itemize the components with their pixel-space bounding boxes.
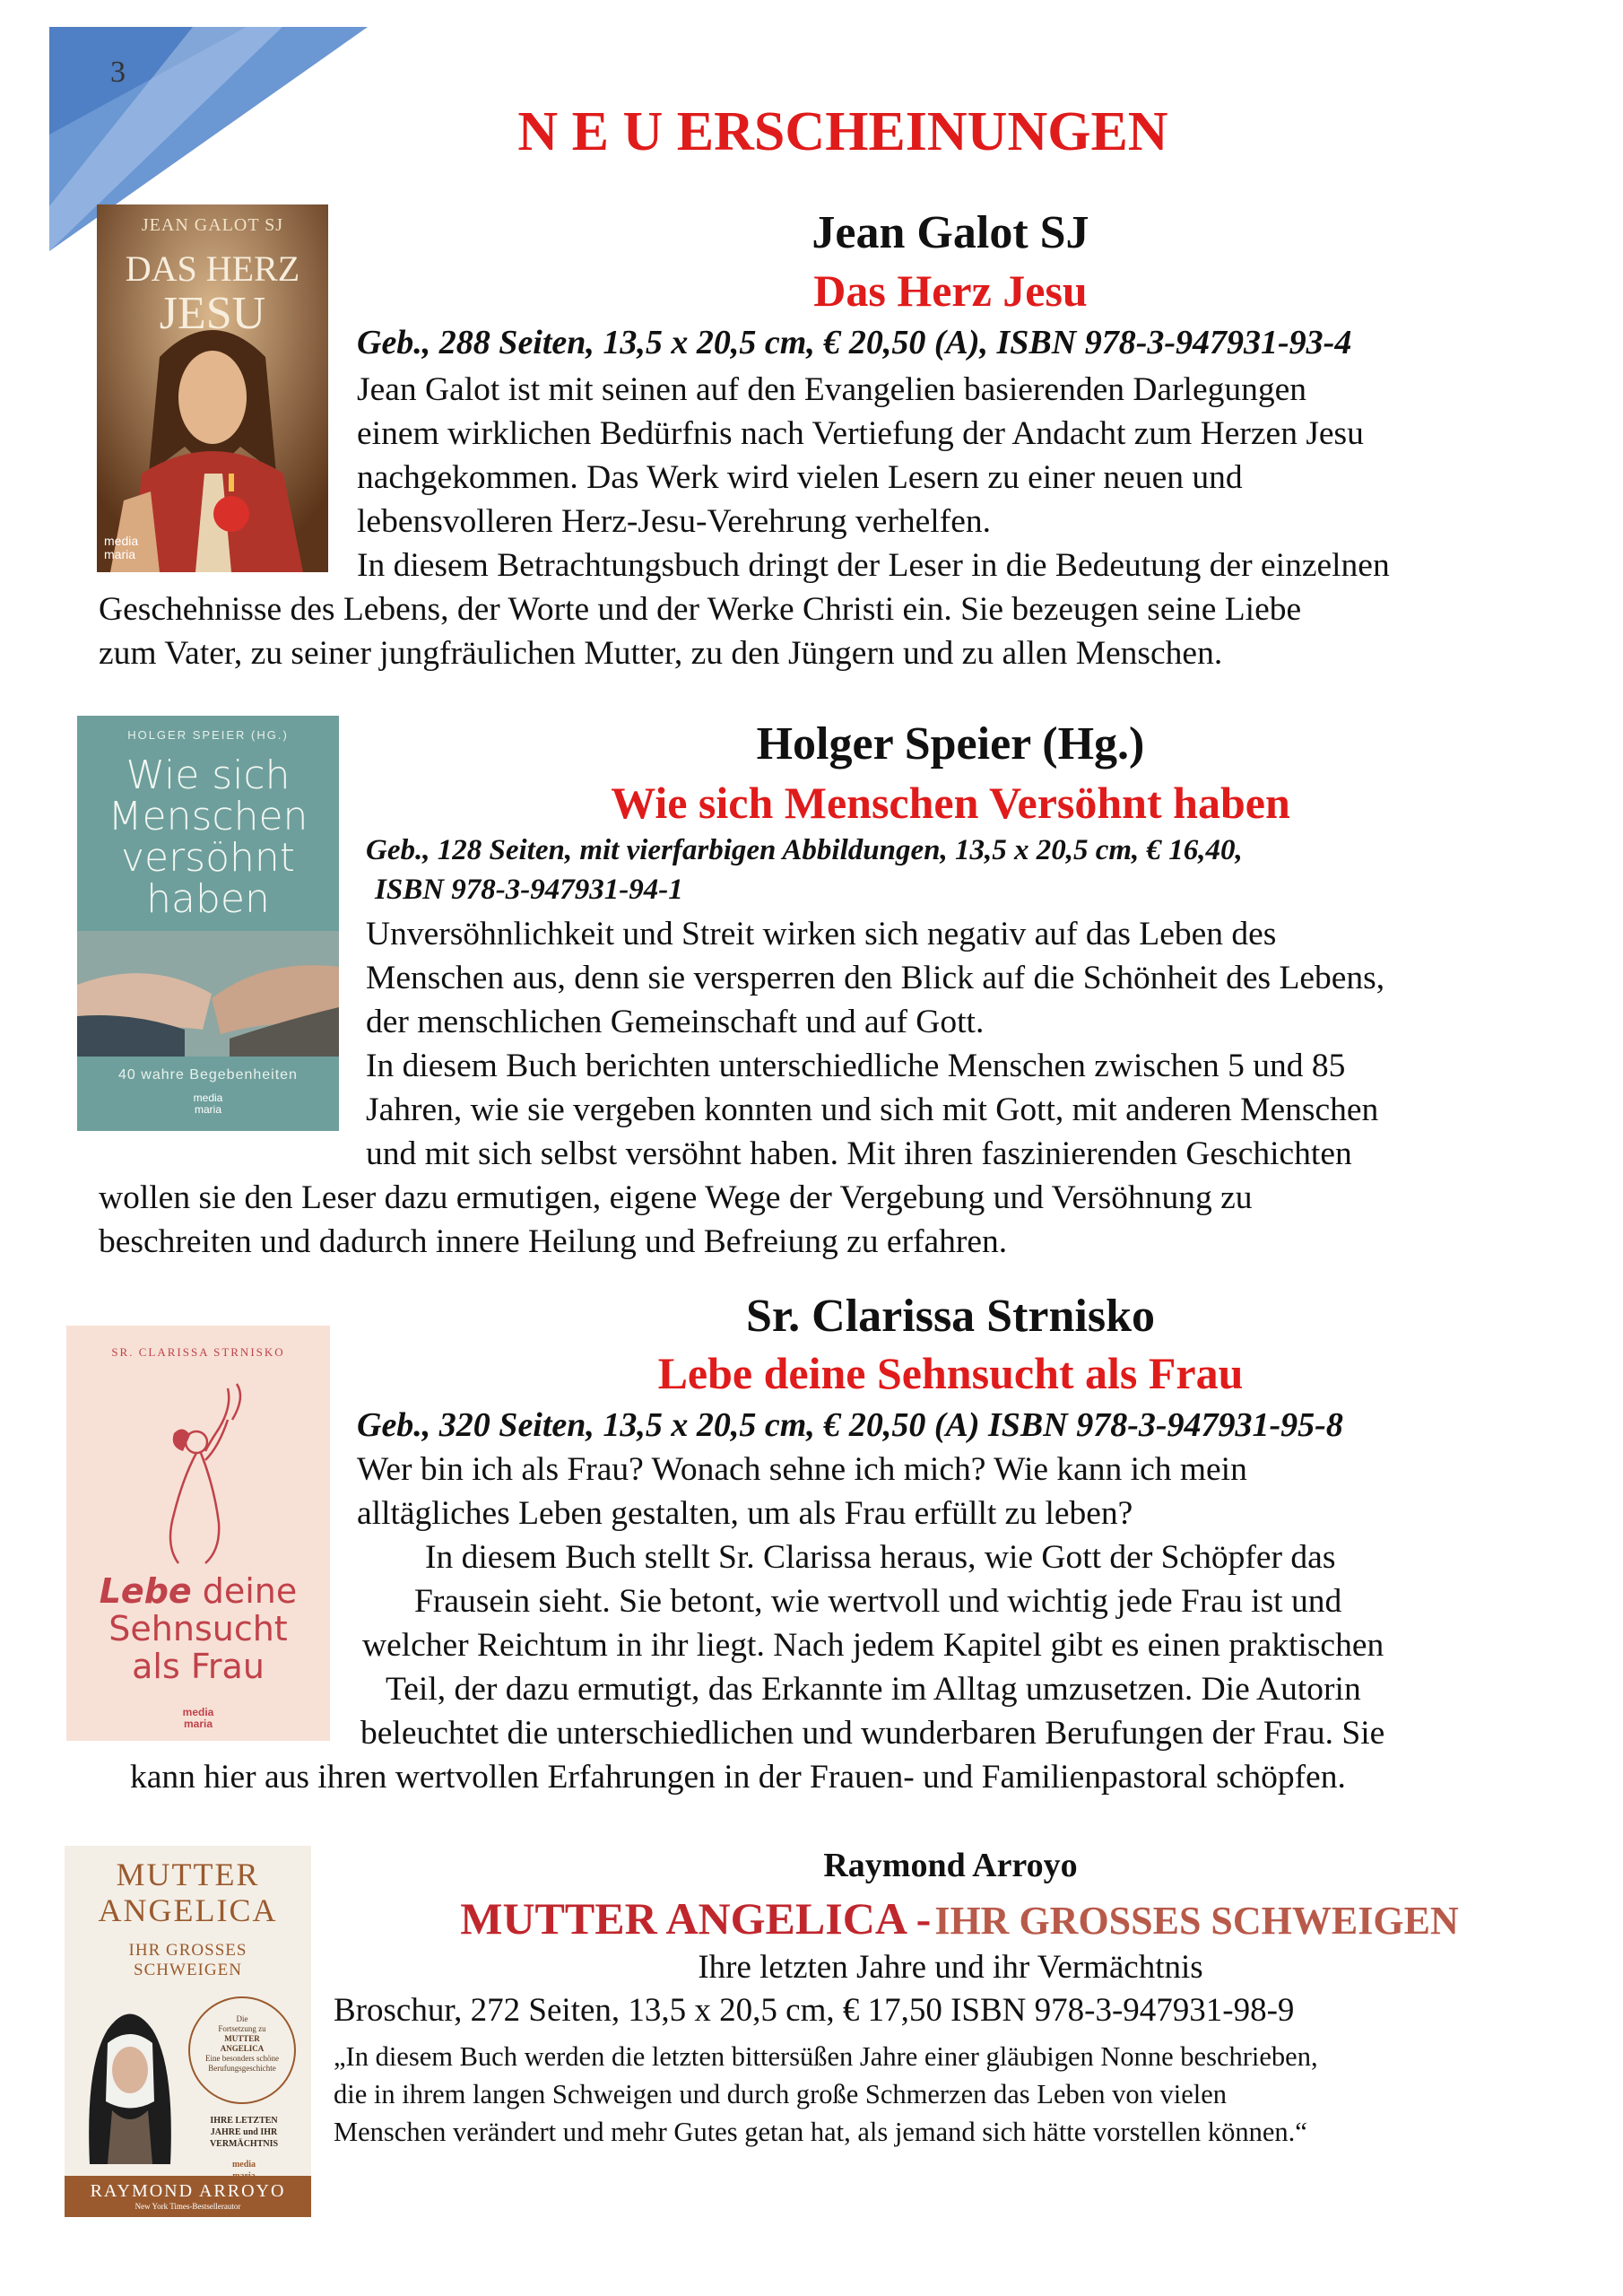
- cover-title: MUTTER ANGELICA: [98, 1857, 278, 1928]
- quote-line: „In diesem Buch werden die letzten bittersüßen Jahre einer gläubigen Nonne beschrieben,: [334, 2041, 1318, 2072]
- quote-line: Menschen verändert und mehr Gutes getan hat, als jemand sich hätte vorstellen können.“: [334, 2117, 1307, 2147]
- desc-line: wollen sie den Leser dazu ermutigen, eigene Wege der Vergebung und Versöhnung zu: [99, 1179, 1253, 1216]
- book-quote: [334, 2038, 1318, 2151]
- desc-line: Wer bin ich als Frau? Wonach sehne ich mich? Wie kann ich mein: [357, 1451, 1247, 1488]
- desc-line: Menschen aus, denn sie versperren den Blick auf die Schönheit des Lebens,: [366, 960, 1385, 996]
- book-description: [0, 368, 1623, 675]
- desc-line: In diesem Buch berichten unterschiedliche Menschen zwischen 5 und 85: [366, 1048, 1346, 1084]
- cover-bottom-text: IHRE LETZTEN JAHRE und IHR VERMÄCHTNIS media: [209, 2116, 279, 2170]
- cover-subtitle: 40 wahre Begebenheiten: [118, 1067, 298, 1083]
- cover-publisher: media maria: [182, 1706, 214, 1730]
- cover-publisher: media maria: [193, 1091, 223, 1116]
- book-title: MUTTER ANGELICA - IHR GROSSES SCHWEIGEN: [460, 1893, 1459, 1944]
- cover-publisher: media maria: [104, 534, 139, 561]
- cover-title: Wie sich Menschen versöhnt haben: [108, 752, 308, 922]
- book-author: Raymond Arroyo: [823, 1847, 1078, 1884]
- desc-line: Unversöhnlichkeit und Streit wirken sich negativ auf das Leben des: [366, 916, 1277, 952]
- book-meta-line2: ISBN 978-3-947931-94-1: [375, 874, 683, 906]
- cover-author: HOLGER SPEIER (HG.): [127, 728, 289, 742]
- desc-line: Teil, der dazu ermutigt, das Erkannte im Alltag umzusetzen. Die Autorin: [386, 1671, 1361, 1708]
- desc-line: der menschlichen Gemeinschaft und auf Gott.: [366, 1004, 985, 1040]
- desc-line: Jean Galot ist mit seinen auf den Evangelien basierenden Darlegungen: [357, 371, 1307, 408]
- desc-line: Frausein sieht. Sie betont, wie wertvoll und wichtig jede Frau ist und: [414, 1583, 1342, 1620]
- desc-line: beleuchtet die unterschiedlichen und wunderbaren Berufungen der Frau. Sie: [360, 1715, 1385, 1752]
- desc-line: lebensvolleren Herz-Jesu-Verehrung verhelfen.: [357, 503, 991, 540]
- book-meta: Geb., 288 Seiten, 13,5 x 20,5 cm, € 20,50 (A), ISBN 978-3-947931-93-4: [357, 324, 1352, 361]
- desc-line: einem wirklichen Bedürfnis nach Vertiefung der Andacht zum Herzen Jesu: [357, 415, 1364, 452]
- desc-line: nachgekommen. Das Werk wird vielen Lesern zu einer neuen und: [357, 459, 1243, 496]
- desc-line: In diesem Betrachtungsbuch dringt der Leser in die Bedeutung der einzelnen: [357, 547, 1390, 584]
- page-number: 3: [110, 56, 126, 89]
- page-title: N E U ERSCHEINUNGEN: [517, 101, 1168, 162]
- cover-author: SR. CLARISSA STRNISKO: [111, 1345, 285, 1359]
- book-description: [0, 1448, 1623, 1799]
- book-cover-mutter-angelica: [65, 1846, 311, 2217]
- desc-line: Geschehnisse des Lebens, der Worte und der Werke Christi ein. Sie bezeugen seine Liebe: [99, 591, 1302, 628]
- cover-author: JEAN GALOT SJ: [141, 215, 284, 235]
- book-author: Sr. Clarissa Strnisko: [745, 1291, 1156, 1342]
- desc-line: kann hier aus ihren wertvollen Erfahrungen in der Frauen- und Familienpastoral schöpfen.: [130, 1759, 1346, 1796]
- book-subtitle: Ihre letzten Jahre und ihr Vermächtnis: [698, 1949, 1203, 1986]
- cover-title-line1: DAS HERZ: [125, 248, 300, 289]
- cover-badge: Die Fortsetzung zu MUTTER ANGELICA Eine besonders schöne Berufungsgeschichte: [188, 1996, 296, 2104]
- book-author: Holger Speier (Hg.): [756, 718, 1145, 770]
- cover-author-band: RAYMOND ARROYO New York Times-Bestsellerautor: [65, 2176, 311, 2217]
- book-title: Wie sich Menschen Versöhnt haben: [611, 778, 1290, 828]
- book-meta-line1: Geb., 128 Seiten, mit vierfarbigen Abbildungen, 13,5 x 20,5 cm, € 16,40,: [366, 834, 1243, 866]
- desc-line: beschreiten und dadurch innere Heilung und Befreiung zu erfahren.: [99, 1223, 1008, 1260]
- book-title: Lebe deine Sehnsucht als Frau: [657, 1348, 1244, 1398]
- book-description: [0, 912, 1623, 1264]
- book-meta: Broschur, 272 Seiten, 13,5 x 20,5 cm, € 17,50 ISBN 978-3-947931-98-9: [334, 1992, 1295, 2029]
- nun-photo-image: [81, 1994, 179, 2164]
- desc-line: und mit sich selbst versöhnt haben. Mit ihren faszinierenden Geschichten: [366, 1135, 1352, 1172]
- desc-line: alltägliches Leben gestalten, um als Frau erfüllt zu leben?: [357, 1495, 1133, 1532]
- book-meta: Geb., 320 Seiten, 13,5 x 20,5 cm, € 20,50 (A) ISBN 978-3-947931-95-8: [357, 1406, 1343, 1444]
- desc-line: welcher Reichtum in ihr liegt. Nach jedem Kapitel gibt es einen praktischen: [362, 1627, 1384, 1664]
- cover-title-line2: JESU: [159, 288, 266, 339]
- cover-title: Lebe deine Sehnsucht als Frau: [99, 1571, 298, 1686]
- book-title: Das Herz Jesu: [813, 265, 1088, 316]
- desc-line: Jahren, wie sie vergeben konnten und sich mit Gott, mit anderen Menschen: [366, 1091, 1379, 1128]
- desc-line: zum Vater, zu seiner jungfräulichen Mutter, zu den Jüngern und zu allen Menschen.: [99, 635, 1223, 672]
- book-author: Jean Galot SJ: [812, 207, 1089, 258]
- quote-line: die in ihrem langen Schweigen und durch große Schmerzen das Leben von vielen: [334, 2079, 1228, 2109]
- desc-line: In diesem Buch stellt Sr. Clarissa heraus, wie Gott der Schöpfer das: [425, 1539, 1336, 1576]
- cover-subtitle: IHR GROSSES SCHWEIGEN: [128, 1941, 247, 1979]
